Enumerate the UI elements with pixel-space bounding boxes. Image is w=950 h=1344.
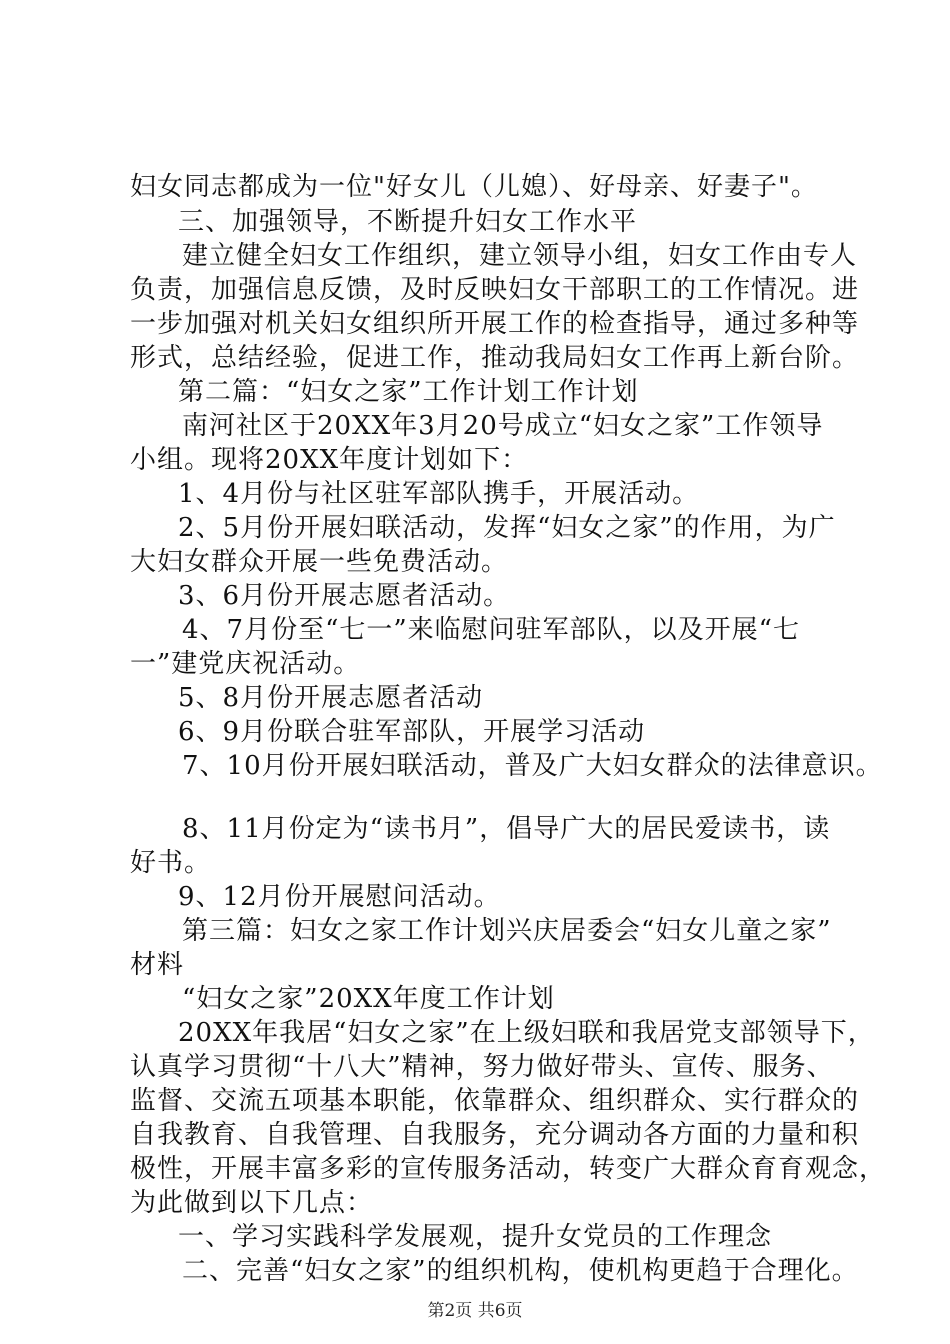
list-item: 5、8月份开展志愿者活动 — [178, 683, 484, 713]
list-item: 2、5月份开展妇联活动，发挥“妇女之家”的作用，为广 — [178, 513, 836, 543]
list-item: 1、4月份与社区驻军部队携手，开展活动。 — [178, 479, 700, 509]
text-line: 形式，总结经验，促进工作，推动我局妇女工作再上新台阶。 — [130, 343, 860, 373]
text-line: 材料 — [130, 950, 185, 980]
section-heading: 二、完善“妇女之家”的组织机构，使机构更趋于合理化。 — [182, 1256, 859, 1286]
section-heading: 三、加强领导，不断提升妇女工作水平 — [178, 207, 638, 237]
chapter-heading: 第二篇：“妇女之家”工作计划工作计划 — [178, 377, 639, 407]
text-line: 极性，开展丰富多彩的宣传服务活动，转变广大群众育育观念， — [130, 1154, 887, 1184]
chapter-heading: 第三篇：妇女之家工作计划兴庆居委会“妇女儿童之家” — [182, 916, 832, 946]
text-line: 妇女同志都成为一位"好女儿（儿媳）、好母亲、好妻子"。 — [130, 172, 818, 202]
list-item: 9、12月份开展慰问活动。 — [178, 882, 501, 912]
list-item: 3、6月份开展志愿者活动。 — [178, 581, 511, 611]
text-line: 大妇女群众开展一些免费活动。 — [130, 547, 509, 577]
text-line: 为此做到以下几点： — [130, 1188, 374, 1218]
text-line: 一步加强对机关妇女组织所开展工作的检查指导，通过多种等 — [130, 309, 860, 339]
section-heading: 一、学习实践科学发展观，提升女党员的工作理念 — [178, 1222, 773, 1252]
text-line: 小组。现将20XX年度计划如下： — [130, 445, 529, 475]
text-line: 南河社区于20XX年3月20号成立“妇女之家”工作领导 — [182, 411, 824, 441]
list-item: 8、11月份定为“读书月”，倡导广大的居民爱读书，读 — [182, 814, 831, 844]
list-item: 6、9月份联合驻军部队，开展学习活动 — [178, 717, 646, 747]
page-footer: 第2页 共6页 — [427, 1301, 523, 1321]
text-line: 自我教育、自我管理、自我服务，充分调动各方面的力量和积 — [130, 1120, 860, 1150]
text-line: 认真学习贯彻“十八大”精神，努力做好带头、宣传、服务、 — [130, 1052, 834, 1082]
list-item: 4、7月份至“七一”来临慰问驻军部队，以及开展“七 — [182, 615, 800, 645]
text-line: 20XX年我居“妇女之家”在上级妇联和我居党支部领导下， — [178, 1018, 875, 1048]
text-line: 负责，加强信息反馈，及时反映妇女干部职工的工作情况。进 — [130, 275, 860, 305]
text-line: 监督、交流五项基本职能，依靠群众、组织群众、实行群众的 — [130, 1086, 860, 1116]
text-line: 建立健全妇女工作组织，建立领导小组，妇女工作由专人 — [182, 241, 858, 271]
text-line: 一”建党庆祝活动。 — [130, 649, 361, 679]
section-title: “妇女之家”20XX年度工作计划 — [182, 984, 555, 1014]
list-item: 7、10月份开展妇联活动，普及广大妇女群众的法律意识。 — [182, 751, 883, 781]
text-line: 好书。 — [130, 848, 212, 878]
